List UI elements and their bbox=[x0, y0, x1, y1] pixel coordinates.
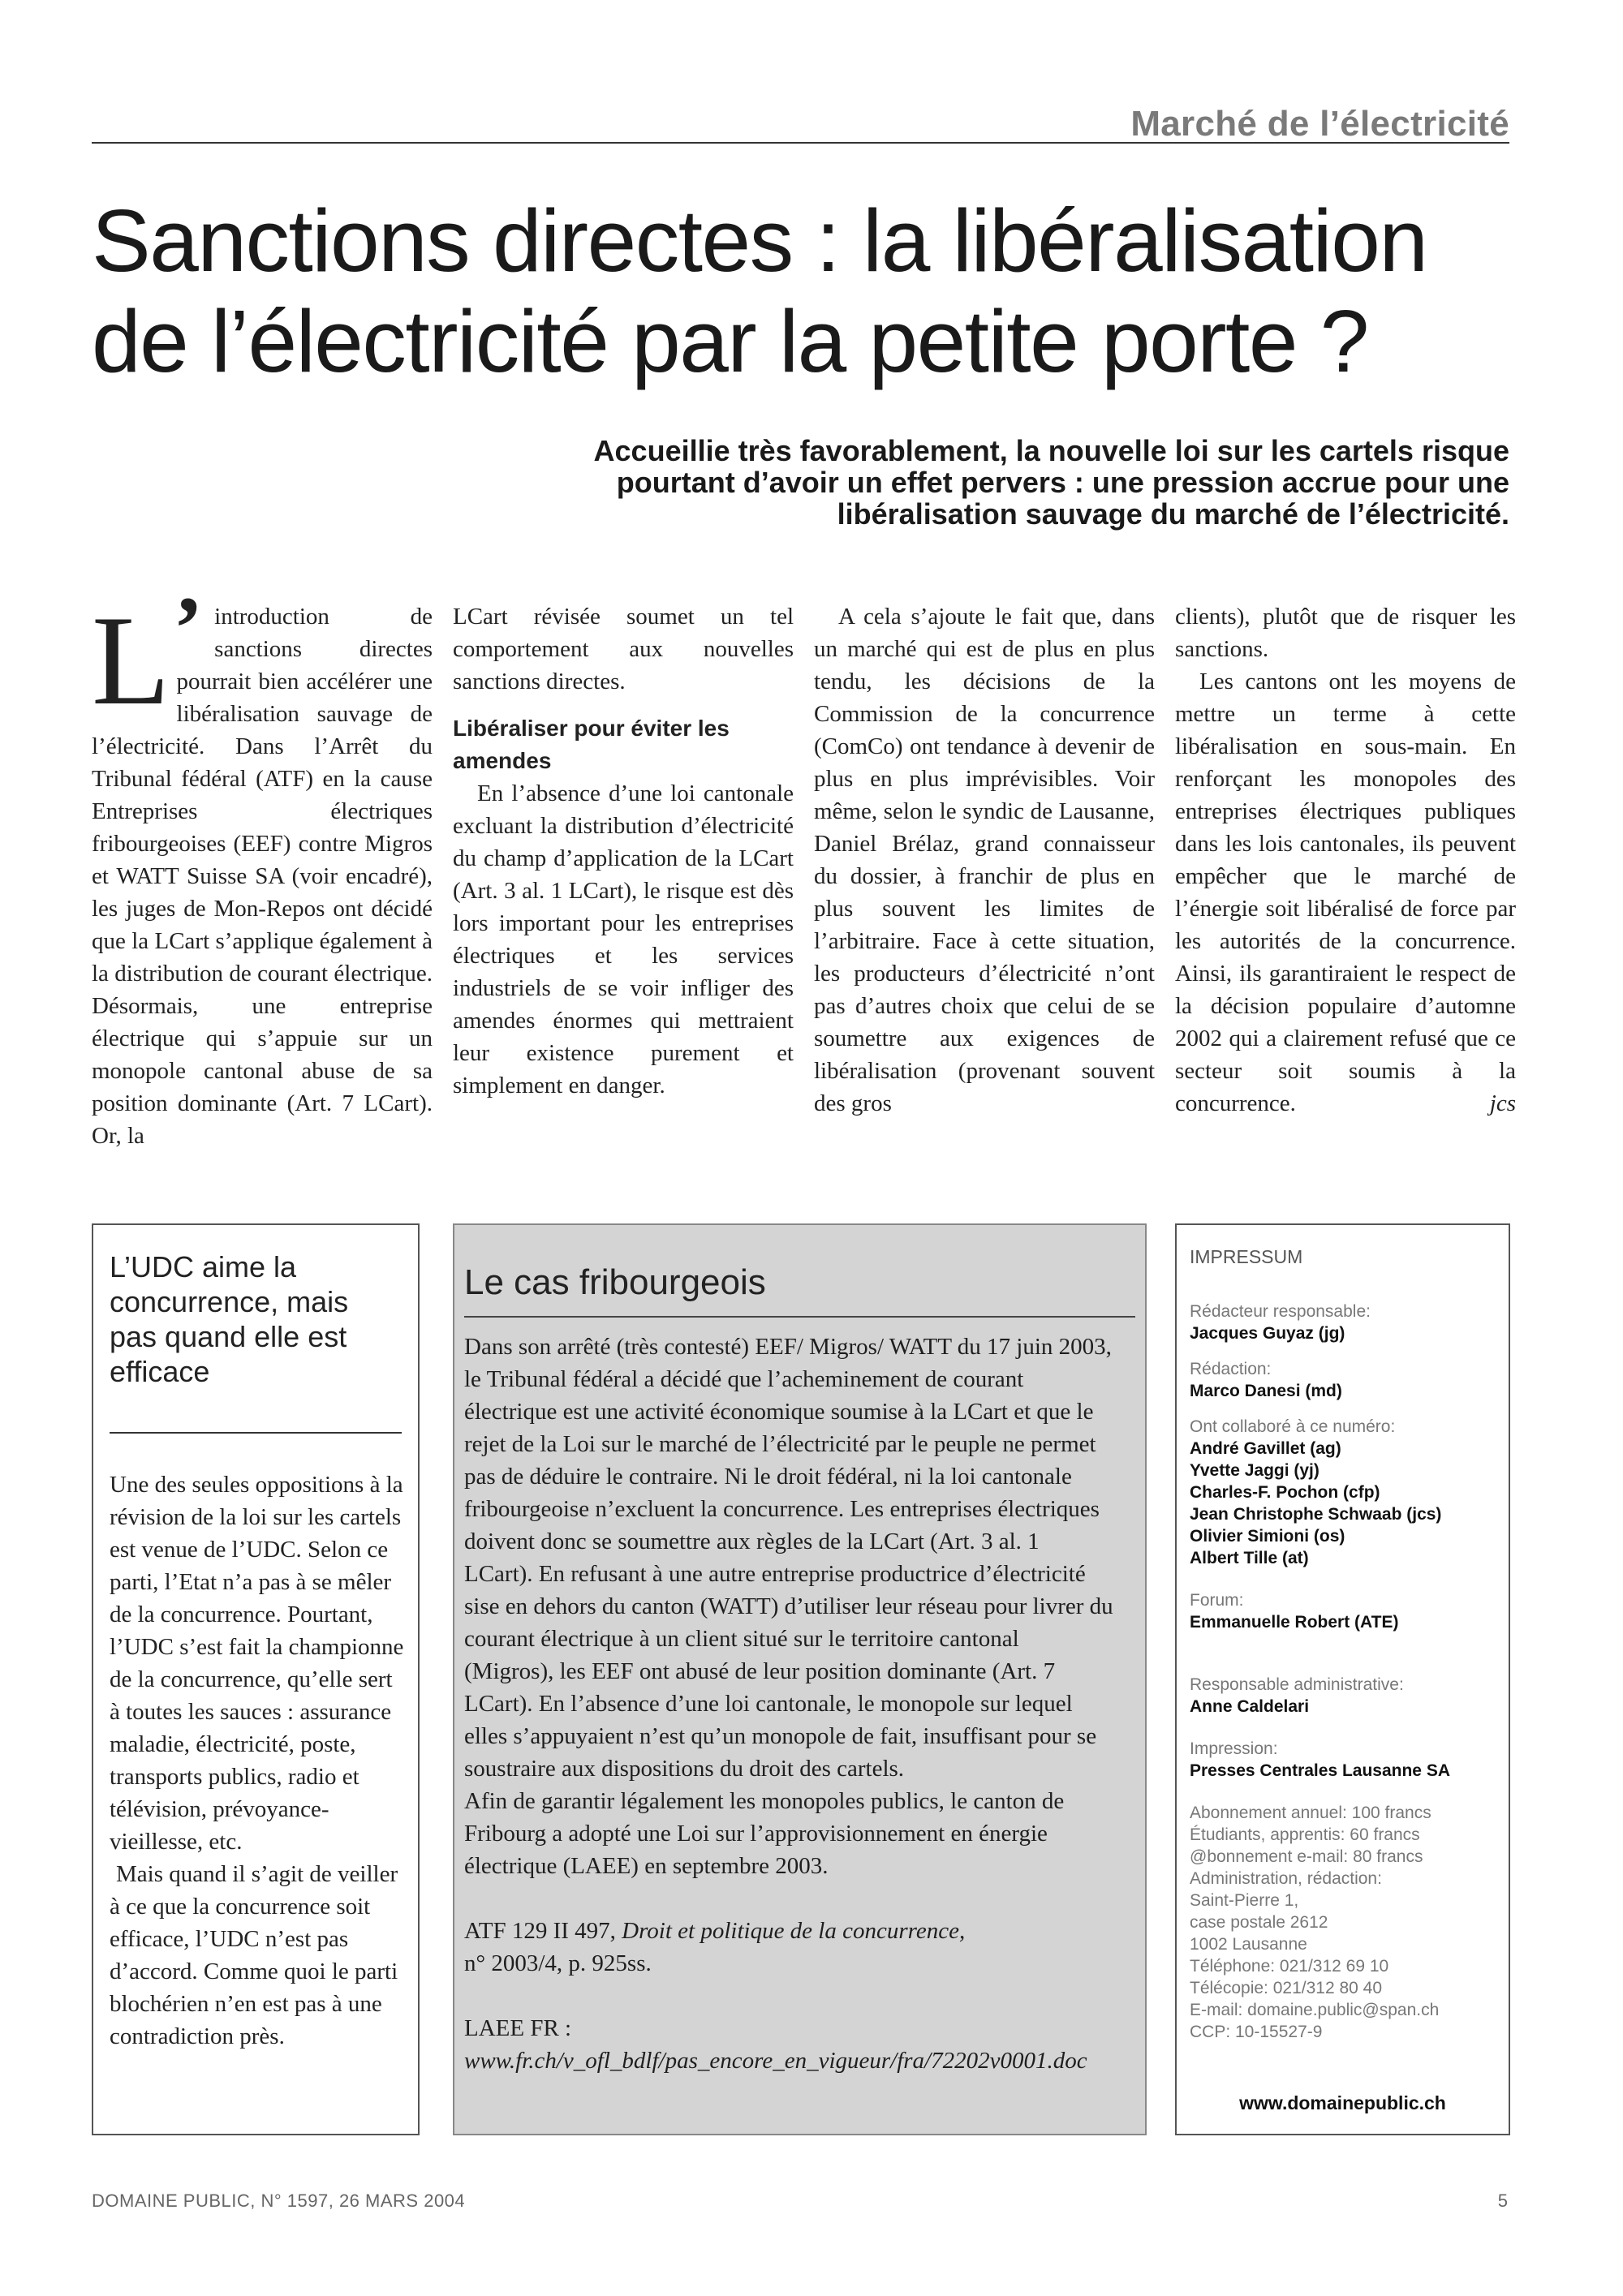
article-column-2 bbox=[453, 600, 794, 1102]
article-column-1 bbox=[92, 578, 433, 1152]
forum-label: Forum: bbox=[1190, 1591, 1244, 1610]
lede: Accueillie très favorablement, la nouvelle loi sur les cartels risque pourtant d’avoir un effet pervers : une pression accrue pour une libéralisation sauvage du marché de l’électricité. bbox=[593, 434, 1509, 531]
reference-2-url[interactable]: www.fr.ch/v_ofl_bdlf/pas_encore_en_vigueur/fra/72202v0001.doc bbox=[464, 2048, 1087, 2074]
fribourg-reference-1 bbox=[464, 1915, 1113, 1980]
article-subhead: Libéraliser pour éviter les amendes bbox=[453, 716, 730, 773]
contributor: Jean Christophe Schwaab (jcs) bbox=[1190, 1505, 1442, 1524]
fribourg-paragraph-1: Dans son arrêté (très contesté) EEF/ Migros/ WATT du 17 juin 2003, le Tribunal fédéral a décidé que l’acheminement de courant électrique est une activité économique soumise à la LCart et que le rejet de la Loi sur le marché de l’électricité par le peuple ne permet pas de déduire le contraire. Ni le droit fédéral, ni la loi cantonale fribourgeoise n’excluent la concurrence. Les entreprises électriques doivent donc se soumettre aux règles de la LCart (Art. 3 al. 1 LCart). En refusant à une autre entreprise productrice d’électricité sise en dehors du canton (WATT) d’utiliser leur réseau pour livrer du courant électrique à un client situé sur le territoire cantonal (Migros), les EEF ont abusé de leur position dominante (Art. 7 LCart). En l’absence d’une loi cantonale, le monopole sur lequel elles s’appuyaient n’est qu’un monopole de fait, insuffisant pour se soustraire aux dispositions du droit des cartels. bbox=[464, 1334, 1113, 1782]
page-number: 5 bbox=[1497, 2191, 1508, 2211]
udc-box-rule bbox=[110, 1432, 402, 1434]
contact-line: Saint-Pierre 1, bbox=[1190, 1891, 1299, 1910]
drop-cap-apostrophe: ’ bbox=[173, 578, 204, 677]
impressum-box bbox=[1175, 1223, 1510, 2135]
contributor: Charles-F. Pochon (cfp) bbox=[1190, 1483, 1380, 1502]
udc-sidebar-box bbox=[92, 1223, 420, 2135]
article-paragraph-3-continued: clients), plutôt que de risquer les sanctions. bbox=[1175, 604, 1516, 662]
contributors-label: Ont collaboré à ce numéro: bbox=[1190, 1417, 1396, 1436]
reference-1-issue: n° 2003/4, p. 925ss. bbox=[464, 1950, 652, 1976]
contact-line: @bonnement e-mail: 80 francs bbox=[1190, 1847, 1423, 1866]
contact-line: Étudiants, apprentis: 60 francs bbox=[1190, 1825, 1420, 1844]
fribourg-box-body bbox=[464, 1331, 1113, 2077]
article-paragraph-4: Les cantons ont les moyens de mettre un terme à cette libéralisation en sous-main. En renforçant les monopoles des entreprises électriques publiques dans les lois cantonales, ils peuvent empêcher que le marché de l’énergie soit libéralisé de force par les autorités de la concurrence. Ainsi, ils garantiraient le respect de la décision populaire d’automne 2002 qui a clairement refusé que ce secteur soit soumis à la concurrence. jcs bbox=[1175, 665, 1516, 1120]
impressum-heading: IMPRESSUM bbox=[1190, 1246, 1303, 1267]
contact-line: Téléphone: 021/312 69 10 bbox=[1190, 1957, 1389, 1976]
article-paragraph-1-text: introduction de sanctions directes pourrait bien accélérer une libéralisation sauvage de l’électricité. Dans l’Arrêt du Tribunal fédéral (ATF) en la cause Entreprises électriques fribourgeoises (EEF) contre Migros et WATT Suisse SA (voir encadré), les juges de Mon-Repos ont décidé que la LCart s’applique également à la distribution de courant électrique. Désormais, une entreprise électrique qui s’appuie sur un monopole cantonal abuse de sa position dominante (Art. 7 LCart). Or, la bbox=[92, 604, 433, 1149]
fribourg-box-title: Le cas fribourgeois bbox=[464, 1262, 766, 1302]
udc-box-body bbox=[110, 1468, 406, 2053]
contact-line: case postale 2612 bbox=[1190, 1913, 1328, 1932]
section-label: Marché de l’électricité bbox=[1130, 104, 1509, 144]
reference-2-label: LAEE FR : bbox=[464, 2015, 572, 2041]
reference-1-journal: Droit et politique de la concurrence, bbox=[622, 1918, 966, 1944]
article-column-4 bbox=[1175, 600, 1516, 1120]
printer-label: Impression: bbox=[1190, 1739, 1278, 1758]
editor-name: Jacques Guyaz (jg) bbox=[1190, 1324, 1345, 1343]
footer-issue: DOMAINE PUBLIC, N° 1597, 26 MARS 2004 bbox=[92, 2191, 466, 2211]
contact-line: Administration, rédaction: bbox=[1190, 1869, 1382, 1888]
article-paragraph-2: En l’absence d’une loi cantonale excluant la distribution d’électricité du champ d’application de la LCart (Art. 3 al. 1 LCart), le risque est dès lors important pour les entreprises électriques et les services industriels de se voir infliger des amendes énormes qui mettraient leur existence purement et simplement en danger. bbox=[453, 780, 794, 1099]
contributor: Yvette Jaggi (yj) bbox=[1190, 1461, 1319, 1480]
udc-paragraph-2: Mais quand il s’agit de veiller à ce que la concurrence soit efficace, l’UDC n’est pas d’accord. Comme quoi le parti blochérien n’en est pas à une contradiction près. bbox=[110, 1861, 398, 2049]
article-column-3 bbox=[814, 600, 1155, 1120]
contributor: André Gavillet (ag) bbox=[1190, 1439, 1341, 1458]
forum-name: Emmanuelle Robert (ATE) bbox=[1190, 1613, 1399, 1632]
website-link[interactable]: www.domainepublic.ch bbox=[1239, 2092, 1446, 2113]
article-paragraph-3: A cela s’ajoute le fait que, dans un marché qui est de plus en plus tendu, les décisions de la Commission de la concurrence (ComCo) ont tendance à devenir de plus en plus imprévisibles. Voir même, selon le syndic de Lausanne, Daniel Brélaz, grand connaisseur du dossier, à franchir de plus en plus souvent les limites de l’arbitraire. Face à cette situation, les producteurs d’électricité n’ont pas d’autres choix que celui de se soumettre aux exigences de libéralisation (provenant souvent des gros bbox=[814, 604, 1155, 1116]
contact-line: Abonnement annuel: 100 francs bbox=[1190, 1804, 1431, 1822]
fribourg-reference-2 bbox=[464, 2012, 1113, 2077]
udc-paragraph-1: Une des seules oppositions à la révision de la loi sur les cartels est venue de l’UDC. Selon ce parti, l’Etat n’a pas à se mêler de la concurrence. Pourtant, l’UDC s’est fait la championne de la concurrence, qu’elle sert à toutes les sauces : assurance maladie, électricité, poste, transports publics, radio et télévision, prévoyance-vieillesse, etc. bbox=[110, 1472, 404, 1855]
fribourg-box-rule bbox=[464, 1316, 1135, 1318]
drop-cap: L bbox=[92, 590, 170, 732]
contact-line: E-mail: domaine.public@span.ch bbox=[1190, 2001, 1440, 2019]
article-paragraph-1-continued: LCart révisée soumet un tel comportement aux nouvelles sanctions directes. bbox=[453, 604, 794, 694]
contact-line: Télécopie: 021/312 80 40 bbox=[1190, 1979, 1383, 1997]
contact-line: 1002 Lausanne bbox=[1190, 1935, 1307, 1954]
reference-1-source: ATF 129 II 497, bbox=[464, 1918, 616, 1944]
editor-label: Rédacteur responsable: bbox=[1190, 1302, 1371, 1321]
article-paragraph-1 bbox=[92, 578, 433, 1152]
editorial-label: Rédaction: bbox=[1190, 1360, 1272, 1378]
contact-line: CCP: 10-15527-9 bbox=[1190, 2023, 1323, 2041]
page-title: Sanctions directes : la libéralisation de l’électricité par la petite porte ? bbox=[92, 191, 1427, 391]
fribourg-sidebar-box bbox=[453, 1223, 1147, 2135]
author-signature: jcs bbox=[1489, 1090, 1516, 1116]
header-rule bbox=[92, 142, 1509, 144]
editorial-name: Marco Danesi (md) bbox=[1190, 1382, 1342, 1400]
impressum-content bbox=[1190, 1246, 1502, 2057]
udc-box-title: L’UDC aime la concurrence, mais pas quand elle est efficace bbox=[110, 1250, 349, 1388]
admin-label: Responsable administrative: bbox=[1190, 1675, 1404, 1694]
printer-name: Presses Centrales Lausanne SA bbox=[1190, 1761, 1450, 1780]
admin-name: Anne Caldelari bbox=[1190, 1697, 1310, 1716]
contributor: Olivier Simioni (os) bbox=[1190, 1527, 1345, 1546]
fribourg-paragraph-2: Afin de garantir légalement les monopoles publics, le canton de Fribourg a adopté une Loi sur l’approvisionnement en énergie électrique (LAEE) en septembre 2003. bbox=[464, 1788, 1065, 1879]
contributor: Albert Tille (at) bbox=[1190, 1549, 1309, 1567]
